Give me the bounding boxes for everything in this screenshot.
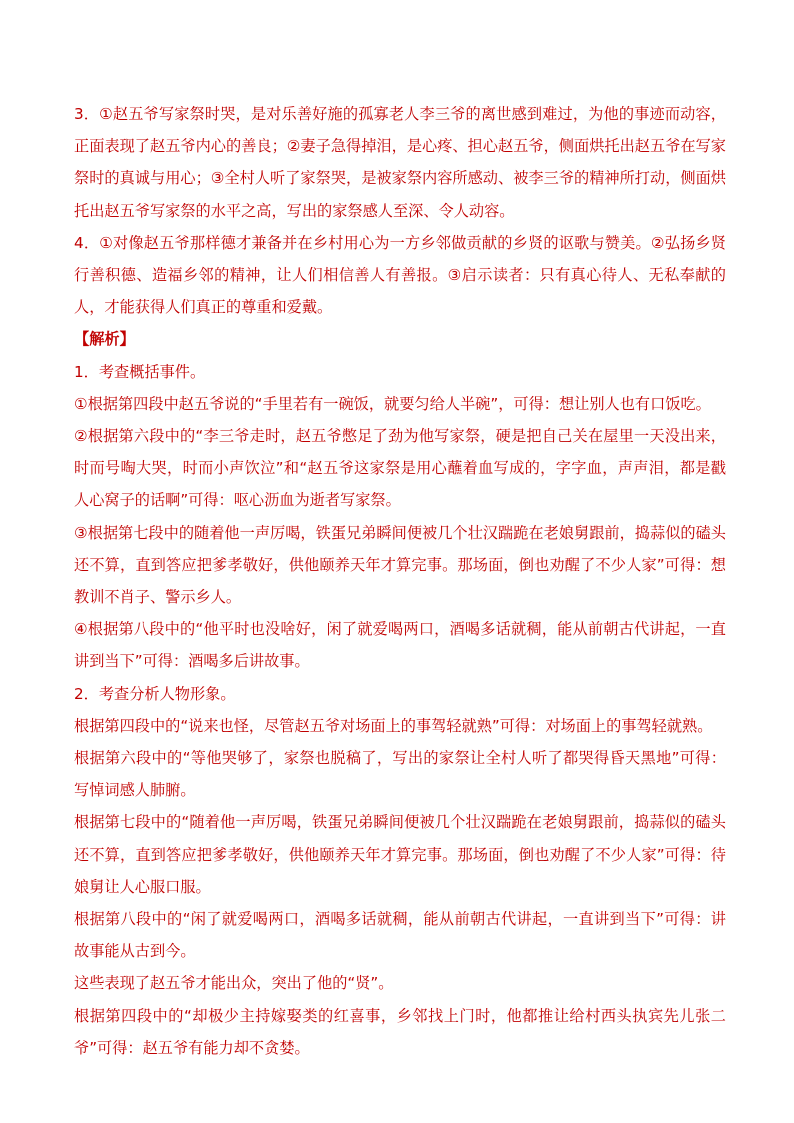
analysis-2-point-1: 根据第四段中的“说来也怪，尽管赵五爷对场面上的事驾轻就熟”可得：对场面上的事驾轻就熟。 — [74, 716, 713, 735]
analysis-2-point-5: 根据第四段中的“却极少主持嫁娶类的红喜事，乡邻找上门时，他都推让给村西头执宾先儿张二爷”可得：赵五爷有能力却不贪婪。 — [74, 1006, 726, 1057]
analysis-2-summary: 这些表现了赵五爷才能出众，突出了他的“贤”。 — [74, 974, 394, 993]
document-page — [74, 98, 726, 1064]
analysis-1-point-1: ①根据第四段中赵五爷说的“手里若有一碗饭，就要匀给人半碗”，可得：想让别人也有口饭吃。 — [74, 394, 711, 413]
analysis-2-point-4: 根据第八段中的“闲了就爱喝两口，酒喝多话就稠，能从前朝古代讲起，一直讲到当下”可得：讲故事能从古到今。 — [74, 910, 726, 961]
analysis-heading: 【解析】 — [74, 330, 135, 349]
analysis-1-point-2: ②根据第六段中的“李三爷走时，赵五爷憋足了劲为他写家祭，硬是把自己关在屋里一天没出来，时而号啕大哭，时而小声饮泣”和“赵五爷这家祭是用心蘸着血写成的，字字血，声声泪，都是戳人心窝子的话啊”可得：呕心沥血为逝者写家祭。 — [74, 427, 726, 510]
analysis-1-point-3: ③根据第七段中的随着他一声厉喝，铁蛋兄弟瞬间便被几个壮汉踹跪在老娘舅跟前，捣蒜似的磕头还不算，直到答应把爹孝敬好，供他颐养天年才算完事。那场面，倒也劝醒了不少人家”可得：想教训不肖子、警示乡人。 — [74, 523, 726, 607]
analysis-2-point-3: 根据第七段中的“随着他一声厉喝，铁蛋兄弟瞬间便被几个壮汉踹跪在老娘舅跟前，捣蒜似的磕头还不算，直到答应把爹孝敬好，供他颐养天年才算完事。那场面，倒也劝醒了不少人家”可得：待娘舅让人心服口服。 — [74, 813, 726, 896]
answer-4: 4．①对像赵五爷那样德才兼备并在乡村用心为一方乡邻做贡献的乡贤的讴歌与赞美。②弘扬乡贤行善积德、造福乡邻的精神，让人们相信善人有善报。③启示读者：只有真心待人、无私奉献的人，才能获得人们真正的尊重和爱戴。 — [74, 233, 726, 317]
analysis-1-point-4: ④根据第八段中的“他平时也没啥好，闲了就爱喝两口，酒喝多话就稠，能从前朝古代讲起，一直讲到当下”可得：酒喝多后讲故事。 — [74, 620, 726, 671]
analysis-2-point-2: 根据第六段中的“等他哭够了，家祭也脱稿了，写出的家祭让全村人听了都哭得昏天黑地”可得：写悼词感人肺腑。 — [74, 749, 726, 800]
analysis-2-heading: 2．考查分析人物形象。 — [74, 684, 236, 703]
answer-3: 3．①赵五爷写家祭时哭，是对乐善好施的孤寡老人李三爷的离世感到难过，为他的事迹而动容，正面表现了赵五爷内心的善良；②妻子急得掉泪，是心疼、担心赵五爷，侧面烘托出赵五爷在写家祭时的真诚与用心；③全村人听了家祭哭，是被家祭内容所感动、被李三爷的精神所打动，侧面烘托出赵五爷写家祭的水平之高，写出的家祭感人至深、令人动容。 — [74, 105, 726, 220]
analysis-1-heading: 1．考查概括事件。 — [74, 362, 206, 381]
